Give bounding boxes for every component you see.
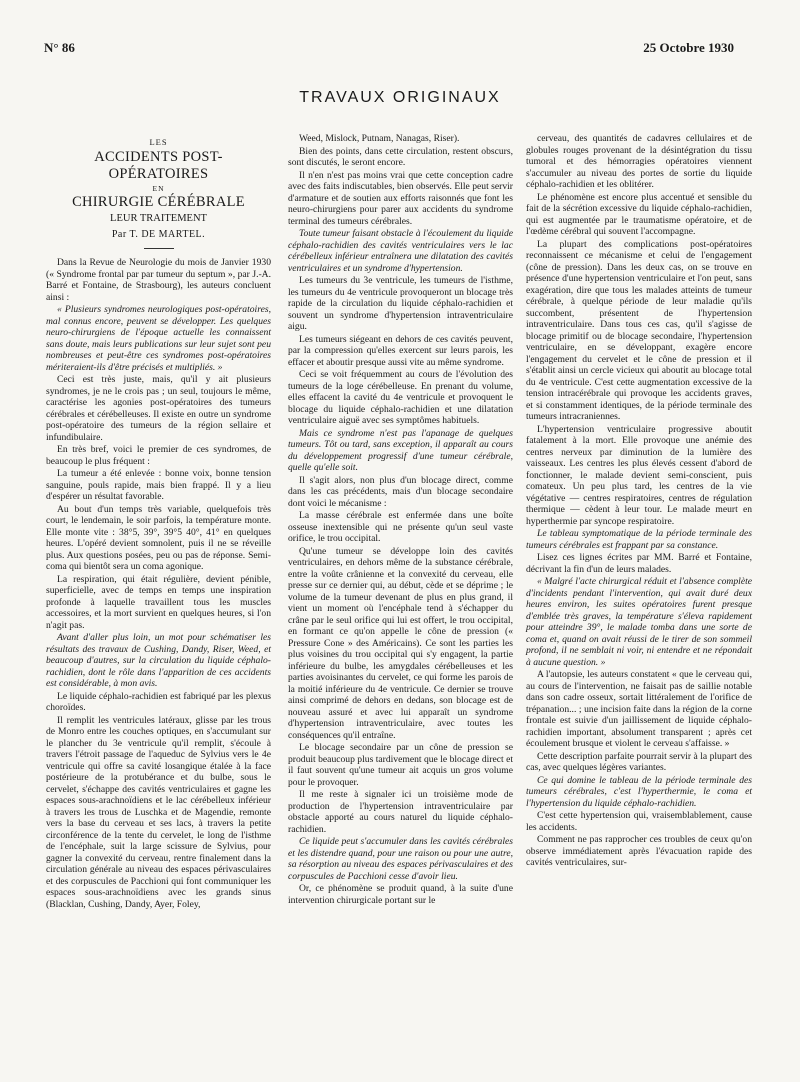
paragraph: L'hypertension ventriculaire progressive aboutit fatalement à la mort. Elle provoque une anémie des centres nerveux par diminution de la lumière des vaisseaux. Les centres les plus élevés cessent d'abord de fonctionner, le malade devient semi-conscient, puis comateux. Un peu plus tard, les centres de la vie végétative — centres respiratoires, centres de régulation thermique — cèdent à leur tour. Le malade meurt en hyperthermie par syncope respiratoire. — [526, 423, 752, 527]
paragraph: « Plusieurs syndromes neurologiques post-opératoires, mal connus encore, peuvent se développer. Les quelques neuro-chirurgiens de l'époque actuelle les connaissent sans doute, mais leurs publications sur leur sujet sont peu nombreuses et peut-être ces syndromes post-opératoires mériteraient-ils d'être précisés et multipliés. » — [46, 304, 271, 373]
paragraph: Il n'en n'est pas moins vrai que cette conception cadre avec des faits indiscutables, bien observés. Elle peut servir d'armature et de soutien aux efforts raisonnés que font les neuro-chirurgiens pour parer aux accidents du syndrome terminal des tumeurs cérébrales. — [288, 169, 513, 227]
paragraph: Avant d'aller plus loin, un mot pour schématiser les résultats des travaux de Cushing, Dandy, Riser, Weed, et beaucoup d'autres, sur la circulation du liquide céphalo-rachidien, dont le rôle dans l'apparition de ces accidents est considérable, à mon avis. — [46, 632, 271, 689]
paragraph: Dans la Revue de Neurologie du mois de Janvier 1930 (« Syndrome frontal par par tumeur du septum », par J.-A. Barré et Fontaine, de Strasbourg), les auteurs concluent ainsi : — [46, 257, 271, 303]
paragraph: Au bout d'un temps très variable, quelquefois très court, le lendemain, le soir parfois, la température monte. Elle monte vite : 38°5, 39°, 39°5 40°, 41° en quelques heures. L'opéré devient somnolent, puis il ne se réveille plus. Aux questions posées, peu ou pas de réponse. Semi-coma qui bientôt sera un coma agonique. — [46, 503, 271, 572]
issue-number: N° 86 — [44, 40, 75, 55]
title-pre: LES — [149, 137, 168, 147]
paragraph: Le blocage secondaire par un cône de pression se produit beaucoup plus tardivement que le blocage direct et il faut souvent qu'une tumeur ait acquis un gros volume pour le provoquer. — [288, 742, 513, 788]
paragraph: Cette description parfaite pourrait servir à la plupart des cas, avec quelques légères variantes. — [526, 750, 752, 773]
section-title: TRAVAUX ORIGINAUX — [299, 89, 501, 106]
paragraph: Ce qui domine le tableau de la période terminale des tumeurs cérébrales, c'est l'hyperthermie, le coma et l'hypertension du liquide céphalo-rachidien. — [526, 774, 752, 809]
article-subtitle: LEUR TRAITEMENT — [110, 213, 207, 224]
paragraph: Ceci est très juste, mais, qu'il y ait plusieurs syndromes, je ne le crois pas ; un seul, toujours le même, caractérise les agonies post-opératoires des tumeurs cérébrales et cérébelleuses. Il existe en outre un syndrome post-opératoire des tumeurs de la région sellaire et infundibulaire. — [46, 374, 271, 443]
paragraph: Les tumeurs du 3e ventricule, les tumeurs de l'isthme, les tumeurs du 4e ventricule provoqueront un blocage très rapide de la circulation du liquide céphalo-rachidien et souvent un syndrome d'hypertension intraventriculaire aigu. — [288, 275, 513, 332]
paragraph: Le tableau symptomatique de la période terminale des tumeurs cérébrales est frappant par sa constance. — [526, 528, 752, 551]
paragraph: Bien des points, dans cette circulation, restent obscurs, sont discutés, le seront encore. — [288, 145, 513, 168]
paragraph: Lisez ces lignes écrites par MM. Barré et Fontaine, décrivant la fin d'un de leurs malades. — [526, 552, 752, 575]
title-line-1: ACCIDENTS POST-OPÉRATOIRES — [94, 148, 223, 182]
article-title-block — [46, 137, 271, 249]
paragraph: Ceci se voit fréquemment au cours de l'évolution des tumeurs de la loge cérébelleuse. En prenant du volume, elles effacent la cavité du 4e ventricule et provoquent le blocage du liquide céphalo-rachidien et une dilatation ventriculaire aiguë avec ses symptômes habituels. — [288, 369, 513, 426]
page-header — [44, 40, 734, 56]
article-author: Par T. DE MARTEL. — [111, 228, 206, 240]
title-connector: EN — [152, 183, 165, 193]
column-3 — [526, 133, 752, 870]
paragraph: En très bref, voici le premier de ces syndromes, de beaucoup le plus fréquent : — [46, 444, 271, 467]
paragraph: La plupart des complications post-opératoires reconnaissent ce mécanisme et celui de l'engagement (cône de pression). Dans les deux cas, on se trouve en présence d'une hypertension ventriculaire et l'on peut, sans exagération, dire que tous les malades atteints de tumeur cérébrale, à quelque période de leur maladie qu'ils succombent, présentent de l'hypertension intraventriculaire. Dans tous ces cas, qu'il s'agisse de blocage primitif ou de blocage secondaire, l'hypertension ventriculaire, en se développant, exagère encore l'engagement du cervelet et le cône de pression et il s'établit ainsi un cercle vicieux qui aboutit au blocage total du 4e ventricule. C'est cette augmentation excessive de la tension intracérébrale qui provoque les accidents graves, et si constamment identiques, de la période terminale des tumeurs intracraniennes. — [526, 238, 752, 422]
paragraph: La masse cérébrale est enfermée dans une boîte osseuse inextensible qui ne présente qu'un seul vaste orifice, le trou occipital. — [288, 510, 513, 544]
title-line-2: CHIRURGIE CÉRÉBRALE — [72, 194, 245, 210]
issue-date: 25 Octobre 1930 — [643, 40, 734, 55]
column-2-body — [288, 133, 513, 906]
paragraph: La respiration, qui était régulière, devient pénible, superficielle, avec de temps en temps une inspiration profonde à laquelle travaillent tous les muscles accessoires, et la mort survient en quelques heures, si l'on n'agit pas. — [46, 573, 271, 631]
paragraph: Qu'une tumeur se développe loin des cavités ventriculaires, en dehors même de la substance cérébrale, entre la voûte crânienne et la convexité du cerveau, elle presse sur ce dernier qui, au début, cède et se déprime ; le volume de la tumeur devenant de plus en plus grand, il vient un moment où l'encéphale tend à s'échapper du crâne par le seul orifice qui lui est offert, le trou occipital, en formant ce qu'on appelle le cône de pression (« Pressure Cone » des Américains). Ce sont les parties les plus voisines du trou occipital qui s'y engagent, la partie inférieure du bulbe, les amygdales cérébelleuses et les parties avoisinantes du cervelet, ce qui forme les parois de la moitié inférieure du 4e ventricule. Ce dernier se trouve ainsi comprimé de dehors en dedans, son blocage est de nouveau assuré et avec lui apparaît un syndrome d'hypertension intraventriculaire, avec toutes les conséquences qu'il entraîne. — [288, 545, 513, 741]
column-1-body — [46, 257, 271, 910]
paragraph: cerveau, des quantités de cadavres cellulaires et de globules rouges provenant de la désintégration du tissu tumoral et des hémorragies opératoires viennent s'accumuler au niveau des portes de sortie du liquide céphalo-rachidien et les oblitérer. — [526, 133, 752, 190]
paragraph: C'est cette hypertension qui, vraisemblablement, cause les accidents. — [526, 810, 752, 833]
title-rule — [144, 248, 174, 249]
paragraph: Comment ne pas rapprocher ces troubles de ceux qu'on observe immédiatement après l'évacuation rapide des cavités ventriculaires, sur- — [526, 834, 752, 868]
paragraph: Le liquide céphalo-rachidien est fabriqué par les plexus choroïdes. — [46, 690, 271, 713]
paragraph: Il s'agit alors, non plus d'un blocage direct, comme dans les cas précédents, mais d'un blocage secondaire dont voici le mécanisme : — [288, 474, 513, 509]
column-1 — [46, 133, 271, 911]
paragraph: Mais ce syndrome n'est pas l'apanage de quelques tumeurs. Tôt ou tard, sans exception, il apparaît au cours du développement progressif d'une tumeur cérébrale, quelle qu'elle soit. — [288, 427, 513, 473]
column-3-body — [526, 133, 752, 869]
paragraph: Les tumeurs siégeant en dehors de ces cavités peuvent, par la compression qu'elles exercent sur leurs parois, les effacer et aboutir presque aussi vite au même syndrome. — [288, 333, 513, 368]
paragraph: A l'autopsie, les auteurs constatent « que le cerveau qui, au cours de l'intervention, ne faisait pas de saillie notable dans son cadre osseux, sortait littéralement de l'orifice de trépanation... ; une incision faite dans la région de la corne frontale est suivie d'un jaillissement de liquide céphalo-rachidien important, absolument transparent ; après cet écoulement brusque et violent le cerveau s'affaisse. » — [526, 669, 752, 749]
column-2 — [288, 133, 513, 907]
paragraph: Il remplit les ventricules latéraux, glisse par les trous de Monro entre les couches optiques, en s'accumulant sur le plancher du 3e ventricule qu'il remplit, s'écoule à travers l'étroit passage de l'aqueduc de Sylvius vers le 4e ventricule qui offre sa cavité losangique étalée à la face postérieure de la protubérance et du bulbe, sous le cervelet, s'échappe des cavités ventriculaires et gagne les espaces sous-arachnoïdiens et le lac cérébelleux inférieur à travers les trous de Luschka et de Magendie, remonte vers la base du cerveau et ses lacs, à travers la petite circonférence de la tente du cervelet, le long de l'isthme de l'encéphale, suit la large scissure de Sylvius, pour gagner la convexité du cerveau, rentre finalement dans la circulation générale au niveau des espaces périvasculaires et des corpuscules de Pacchioni qui font communiquer les espaces sous-arachnoïdiens avec les grands sinus (Blacklan, Cushing, Dandy, Ayer, Foley, — [46, 714, 271, 910]
paragraph: Toute tumeur faisant obstacle à l'écoulement du liquide céphalo-rachidien des cavités ventriculaires vers le lac cérébelleux inférieur entraînera une dilatation des cavités ventriculaires et un syndrome d'hypertension. — [288, 228, 513, 274]
paragraph: Il me reste à signaler ici un troisième mode de production de l'hypertension intraventriculaire par obstacle apporté au cours naturel du liquide céphalo-rachidien. — [288, 789, 513, 835]
paragraph: La tumeur a été enlevée : bonne voix, bonne tension sanguine, pouls rapide, mais bien frappé. Il y a lieu d'espérer un résultat favorable. — [46, 468, 271, 502]
paragraph: Or, ce phénomène se produit quand, à la suite d'une intervention chirurgicale portant sur le — [288, 883, 513, 906]
paragraph: « Malgré l'acte chirurgical réduit et l'absence complète d'incidents pendant l'intervention, qui avait duré deux heures environ, les suites opératoires furent presque d'emblée très graves, la température s'éleva rapidement pour atteindre 39°, le malade tomba dans une sorte de coma et, quand on avait réussi de le tirer de son sommeil profond, il ne semblait ni voir, ni entendre et ne répondait à aucune question. » — [526, 576, 752, 668]
paragraph: Weed, Mislock, Putnam, Nanagas, Riser). — [299, 133, 460, 144]
paragraph: Le phénomène est encore plus accentué et sensible du fait de la sécrétion excessive du liquide céphalo-rachidien, qui est augmentée par le traumatisme opératoire, et de l'œdème cérébral qui souvent l'accompagne. — [526, 191, 752, 237]
paragraph: Ce liquide peut s'accumuler dans les cavités cérébrales et les distendre quand, pour une raison ou pour une autre, sa résorption au niveau des espaces périvasculaires et des corpuscules de Pacchioni cesse d'avoir lieu. — [288, 836, 513, 882]
